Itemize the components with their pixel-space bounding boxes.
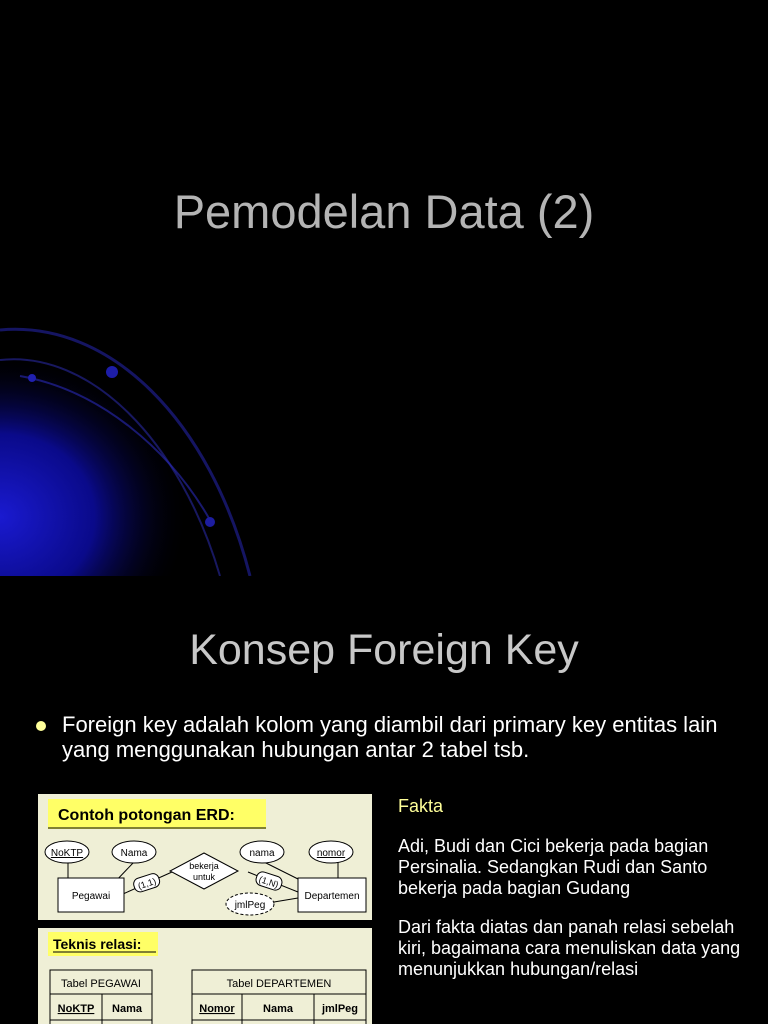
svg-text:Nama: Nama xyxy=(120,848,148,859)
table-departemen-col-1: Nama xyxy=(263,1003,293,1015)
svg-text:nama: nama xyxy=(249,848,275,859)
slide-title: Pemodelan Data (2) xyxy=(173,185,595,238)
relasi-figure xyxy=(38,928,372,1024)
svg-text:bekerja: bekerja xyxy=(189,861,219,871)
table-departemen-title: Tabel DEPARTEMEN xyxy=(226,978,332,990)
fakta-column xyxy=(398,796,758,998)
table-departemen-col-0: Nomor xyxy=(199,1003,235,1015)
table-pegawai-title: Tabel PEGAWAI xyxy=(61,978,141,990)
table-pegawai-col-1: Nama xyxy=(112,1003,142,1015)
relationship-diamond xyxy=(170,853,238,889)
bullet-text: Foreign key adalah kolom yang diambil dari primary key entitas lain yang menggunakan hubungan antar 2 tabel tsb. xyxy=(62,712,718,762)
table-departemen-col-2: jmlPeg xyxy=(321,1003,359,1015)
cardinality-left: (1,1) xyxy=(136,876,158,892)
svg-text:nomor: nomor xyxy=(316,848,346,859)
svg-text:Pegawai: Pegawai xyxy=(71,891,111,902)
bullet-item xyxy=(36,712,726,762)
slide-title: Konsep Foreign Key xyxy=(189,626,579,674)
erd-heading: Contoh potongan ERD: xyxy=(58,807,235,824)
bullet-dot-icon xyxy=(36,721,46,731)
svg-text:NoKTP: NoKTP xyxy=(50,848,84,859)
cardinality-right: (1,N) xyxy=(257,874,280,890)
content-slide xyxy=(0,576,768,1024)
erd-figure xyxy=(38,794,372,920)
svg-text:Departemen: Departemen xyxy=(304,891,360,902)
svg-text:untuk: untuk xyxy=(192,872,216,882)
relasi-heading: Teknis relasi: xyxy=(53,936,142,952)
svg-text:jmlPeg: jmlPeg xyxy=(234,900,266,911)
fakta-heading: Fakta xyxy=(398,796,444,816)
table-pegawai-col-0: NoKTP xyxy=(57,1003,95,1015)
fakta-paragraph-2: Dari fakta diatas dan panah relasi sebelah kiri, bagaimana cara menuliskan data yang menunjukkan hubungan/relasi xyxy=(398,917,741,979)
fakta-paragraph-1: Adi, Budi dan Cici bekerja pada bagian Persinalia. Sedangkan Rudi dan Santo bekerja pada bagian Gudang xyxy=(398,836,709,898)
